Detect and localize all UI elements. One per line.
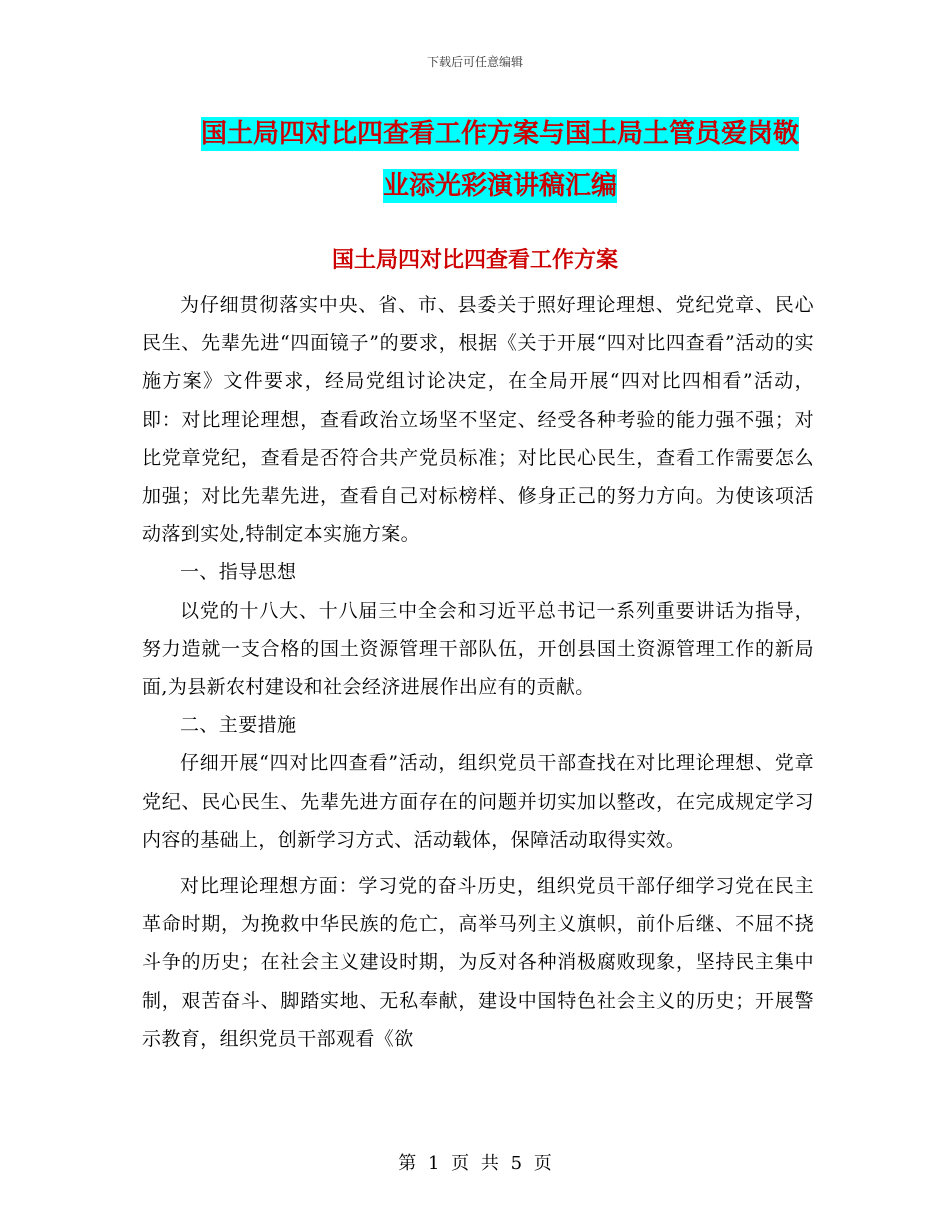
- paragraph-main-measures: 仔细开展“四对比四查看”活动，组织党员干部查找在对比理论理想、党章党纪、民心民生、先辈先进方面存在的问题并切实加以整改，在完成规定学习内容的基础上，创新学习方式、活动载体，保障活动取得实效。: [142, 752, 814, 851]
- heading-guiding-ideology: 一、指导思想: [180, 561, 297, 584]
- document-title: [120, 108, 880, 212]
- document-title-line-1: 国土局四对比四查看工作方案与国土局土管员爱岗敬: [200, 119, 799, 149]
- paragraph-intro: 为仔细贯彻落实中央、省、市、县委关于照好理论理想、党纪党章、民心民生、先辈先进“四面镜子”的要求，根据《关于开展“四对比四查看”活动的实施方案》文件要求，经局党组讨论决定，在全局开展“四对比四相看”活动，即：对比理论理想，查看政治立场坚不坚定、经受各种考验的能力强不强；对比党章党纪，查看是否符合共产党员标准；对比民心民生，查看工作需要怎么加强；对比先辈先进，查看自己对标榜样、修身正己的努力方向。为使该项活动落到实处,特制定本实施方案。: [142, 294, 814, 546]
- paragraph-theory-ideals: 对比理论理想方面：学习党的奋斗历史，组织党员干部仔细学习党在民主革命时期，为挽救中华民族的危亡，高举马列主义旗帜，前仆后继、不屈不挠斗争的历史；在社会主义建设时期，为反对各种消极腐败现象，坚持民主集中制，艰苦奋斗、脚踏实地、无私奉献，建设中国特色社会主义的历史；开展警示教育，组织党员干部观看《欲: [142, 875, 814, 1050]
- document-body: [142, 286, 814, 1058]
- paragraph-guiding-ideology: 以党的十八大、十八届三中全会和习近平总书记一系列重要讲话为指导，努力造就一支合格的国土资源管理干部队伍，开创县国土资源管理工作的新局面,为县新农村建设和社会经济进展作出应有的贡献。: [142, 599, 814, 699]
- heading-main-measures: 二、主要措施: [180, 714, 297, 737]
- document-title-line-2: 业添光彩演讲稿汇编: [382, 171, 617, 201]
- page-footer: 第 1 页 共 5 页: [398, 1153, 552, 1174]
- section-title: 国土局四对比四查看工作方案: [331, 248, 618, 273]
- header-note: 下载后可任意编辑: [426, 55, 523, 69]
